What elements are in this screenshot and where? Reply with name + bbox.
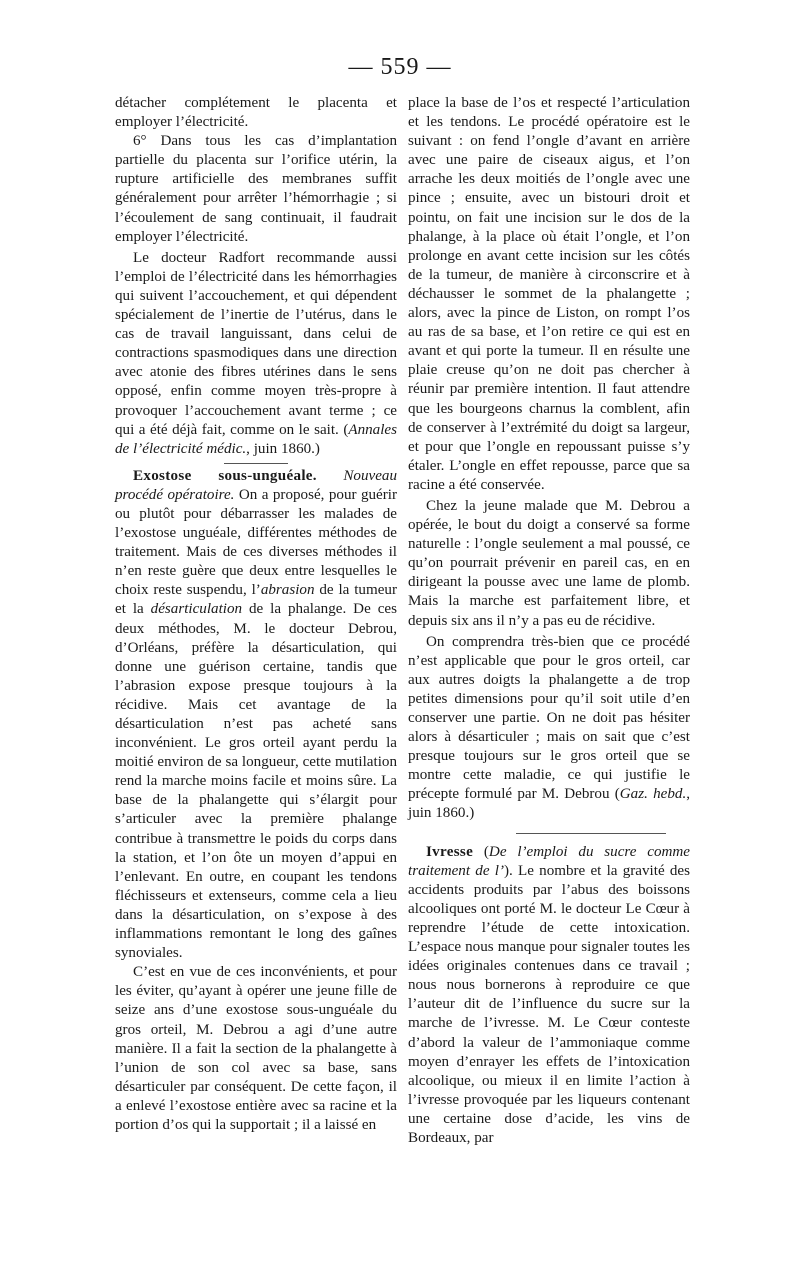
section-subtitle: De l’emploi du sucre comme traitement de l’ bbox=[408, 843, 690, 879]
paragraph bbox=[408, 843, 690, 1149]
paragraph-text: de la tumeur et la bbox=[115, 582, 397, 618]
paragraph: 6° Dans tous les cas d’implantation partielle du placenta sur l’orifice utérin, la rupture artificielle des membranes suffit généralement pour arrêter l’hémorrhagie ; si l’écoulement de sang continuait, il faudrait employer l’électricité. bbox=[115, 133, 397, 245]
paragraph: C’est en vue de ces inconvénients, et pour les éviter, qu’ayant à opérer une jeune fille de seize ans d’une exostose sous-unguéale du gros orteil, M. Debrou a agi d’une autre manière. Il a fait la section de la phalangette à l’union de son col avec sa base, sans désarticuler par conséquent. De cette façon, il a enlevé l’exostose entière avec sa racine et la portion d’os qui la supportait ; il a laissé en bbox=[115, 964, 397, 1133]
left-column bbox=[115, 94, 397, 1135]
section-subtitle: Nouveau procédé opératoire. bbox=[115, 467, 397, 503]
right-column bbox=[408, 94, 690, 1148]
paragraph-text: ). Le nombre et la gravité des accidents produits par l’abus des boissons alcooliques ont porté M. le docteur Le Cœur à reprendre l’étude de cette intoxication. L’espace nous manque pour signaler toutes les idées originales contenues dans ce travail ; nous nous bornerons à reproduire ce que l’auteur dit de l’influence du sucre sur la marche de l’ivresse. M. Le Cœur conteste d’abord la valeur de l’ammoniaque comme moyen d’enrayer les effets de l’intoxication alcoolique, ou mieux il en limite l’action à l’ivresse provoquée par les liqueurs contenant une certaine dose d’acide, les vins de Bordeaux, par bbox=[408, 862, 690, 1146]
citation-journal: Gaz. hebd. bbox=[619, 786, 687, 803]
paragraph: détacher complétement le placenta et employer l’électricité. bbox=[115, 95, 397, 131]
section-divider bbox=[516, 833, 666, 834]
page-number: — 559 — bbox=[348, 54, 452, 80]
section-divider bbox=[224, 463, 288, 464]
section-heading: Ivresse bbox=[426, 843, 474, 860]
paragraph-text: On a proposé, pour guérir ou plutôt pour débarrasser les malades de l’exostose unguéale, différentes méthodes de traitement. Mais de ces diverses méthodes il n’en reste guère que deux entre lesquelles le choix reste suspendu, l’ bbox=[115, 486, 397, 599]
paragraph-text: ( bbox=[473, 843, 489, 860]
paragraph bbox=[115, 249, 397, 459]
italic-term: abrasion bbox=[260, 582, 315, 599]
paragraph: Chez la jeune malade que M. Debrou a opérée, le bout du doigt a conservé sa forme naturelle : l’ongle seulement a mal poussé, ce qu’on pourrait prévenir en pareil cas, en en dirigeant la pousse avec une lame de plomb. Mais la marche est parfaitement libre, et depuis six ans il n’y a pas eu de récidive. bbox=[408, 497, 690, 629]
paragraph-text: On comprendra très-bien que ce procédé n’est applicable que pour le gros orteil, car aux autres doigts la phalangette a de trop petites dimensions pour qu’il soit utile d’en conserver une partie. On ne doit pas hésiter alors à désarticuler ; mais on sait que c’est presque toujours sur le gros orteil que se montre cette maladie, ce qui justifie le précepte formulé par M. Debrou ( bbox=[408, 633, 690, 803]
paragraph bbox=[408, 633, 690, 824]
citation-journal: Annales de l’électricité médic. bbox=[115, 421, 397, 457]
italic-term: désarticulation bbox=[150, 601, 243, 618]
paragraph: place la base de l’os et respecté l’articulation et les tendons. Le procédé opératoire est le suivant : on fend l’ongle d’avant en arrière avec une paire de ciseaux aigus, et l’on arrache les deux moitiés de l’ongle avec une pince ; ensuite, avec un bistouri droit et pointu, on fait une incision sur le dos de la phalange, à la place où était l’ongle, et l’on prolonge en avant cette incision sur les côtés de la tumeur, de manière à circonscrire et à déchausser le sommet de la phalangette ; alors, avec la pince de Liston, on rompt l’os au ras de sa base, et l’on retire ce qui est en avant et qui porte la tumeur. Il en résulte une plaie creuse qu’on ne doit pas chercher à réunir par première intention. Il faut attendre que les bourgeons charnus la comblent, afin de conserver à l’extrémité du doigt sa largeur, et pour que l’ongle en repoussant puisse s’y étaler. L’ongle en effet repousse, parce que sa racine a été conservée. bbox=[408, 95, 690, 493]
paragraph-text: Le docteur Radfort recommande aussi l’emploi de l’électricité dans les hémorrhagies qui suivent l’accouchement, et qui dépendent spécialement de l’inertie de l’utérus, dans le cas de travail languissant, dans celui de contractions spasmodiques dans une direction avec atonie des fibres utérines dans le sens opposé, enfin comme moyen très-propre à provoquer l’accouchement avant terme ; ce qui a été déjà fait, comme on le sait. ( bbox=[115, 249, 397, 438]
paragraph-text: de la phalange. De ces deux méthodes, M. le docteur Debrou, d’Orléans, préfère la désarticulation, qui donne une guérison certaine, tandis que l’abrasion expose presque toujours à la récidive. Mais cet avantage de la désarticulation n’est pas acheté sans inconvénient. Le gros orteil ayant perdu la moitié environ de sa longueur, cette mutilation rend la marche moins facile et moins sûre. La base de la phalangette qui s’élargit pour s’articuler avec la première phalange contribue à transmettre le poids du corps dans la station, et l’on ôte un moyen d’appui en l’enlevant. En outre, en coupant les tendons fléchisseurs et extenseurs, comme cela a lieu dans la désarticulation, on s’expose à des inflammations remontant le long des gaînes synoviales. bbox=[115, 601, 397, 962]
paragraph bbox=[115, 467, 397, 963]
citation-date: , juin 1860.) bbox=[246, 440, 320, 457]
section-heading: Exostose sous-unguéale. bbox=[133, 467, 317, 484]
citation-date: , juin 1860.) bbox=[408, 786, 690, 822]
